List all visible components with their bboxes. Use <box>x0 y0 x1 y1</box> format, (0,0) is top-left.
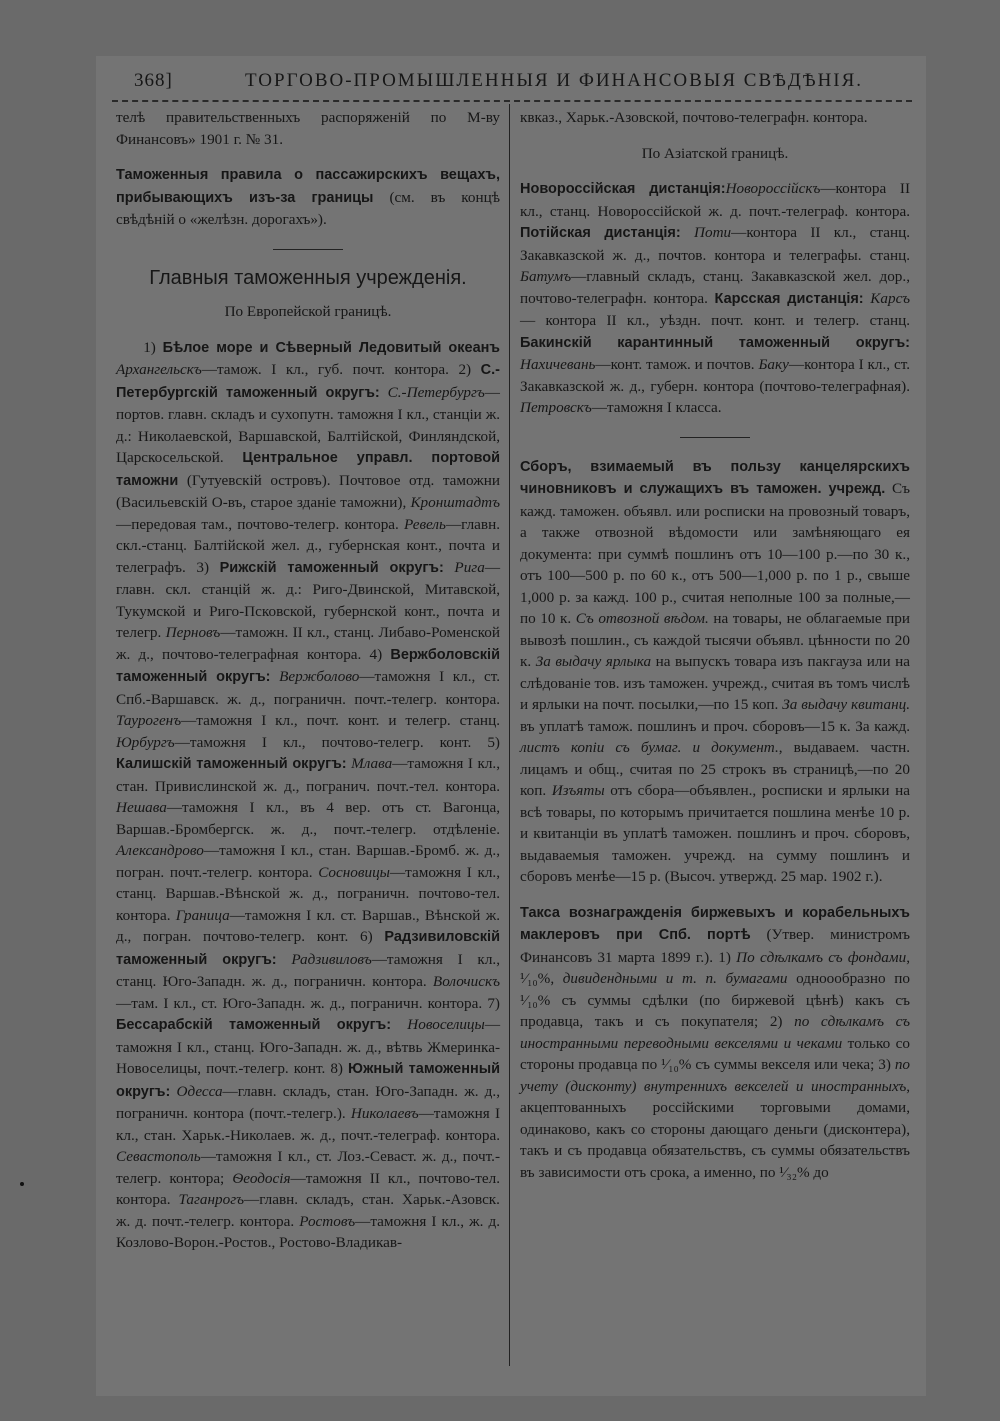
place-name: С.-Петербургъ <box>379 383 485 401</box>
district-title: Радзивиловскій таможенный округъ: <box>116 929 500 968</box>
district-title: Новороссійская дистанція: <box>520 181 726 197</box>
tax-emphasis: По сдѣлкамъ съ фондами <box>736 948 907 966</box>
fee-title: Сборъ, взимаемый въ пользу канцелярскихъ чиновниковъ и служащихъ въ таможен. учрежд. <box>520 458 910 497</box>
place-name: Кронштадтъ <box>410 494 500 511</box>
place-desc: —таможня I кл., стан. Варшав.-Бромб. ж. д., погран. почт.-телегр. контора. <box>116 842 500 881</box>
page-number: 368] <box>134 70 173 91</box>
place-name: Батумъ <box>520 268 572 285</box>
fee-emphasis: За выдачу ярлыка <box>535 653 652 670</box>
place-desc: —таможня I кл., въ 4 вер. отъ ст. Вагонца, Варшав.-Бромбергск. ж. д., почт.-телегр. отдѣленіе. <box>116 799 500 838</box>
place-name: Ростовъ <box>299 1212 356 1230</box>
place-desc: —таможня I кл., почт. конт. и телегр. станц. <box>181 712 500 729</box>
place-desc: —контора II кл., станц. Новороссійской ж. д. почт.-телеграф. контора. <box>520 180 910 220</box>
district-title: Потійская дистанція: <box>520 225 681 241</box>
place-name: Новороссійскъ <box>725 180 821 197</box>
continuation-text: телѣ правительственныхъ распоряженій по М-ву Финансовъ» 1901 г. № 31. <box>116 109 500 148</box>
place-name: Александрово <box>116 842 204 859</box>
section-rule <box>273 249 343 250</box>
passenger-rules-paragraph <box>116 164 500 231</box>
europe-subheading: По Европейской границѣ. <box>224 303 392 320</box>
district-title: Рижскій таможенный округъ: <box>219 559 444 576</box>
place-desc: —таможня I кл. ст. Варшав., Вѣнской ж. д., погран. почтово-телегр. конт. 6) <box>116 906 500 945</box>
place-desc: —конт. тамож. и почтов. <box>595 356 759 373</box>
place-desc: —таможня I кл., почтово-телегр. конт. 5) <box>174 733 500 751</box>
tax-paragraph <box>520 902 910 1184</box>
district-title: Бакинскій карантинный таможенный округъ: <box>520 334 910 351</box>
place-name: Одесса <box>170 1082 223 1100</box>
place-name: Севастополь <box>116 1148 201 1165</box>
fee-emphasis: За выдачу квитанц. <box>782 696 910 713</box>
running-header <box>134 70 914 96</box>
place-name: Новоселицы <box>391 1016 485 1033</box>
place-desc: —контора II кл., станц. Закавказской ж. д., почтов. контора и телеграфы. станц. <box>520 224 911 264</box>
place-name: Волочискъ <box>432 973 500 990</box>
district-title: Калишскій таможенный округъ: <box>116 756 347 772</box>
place-name: Сосновицы <box>318 863 390 881</box>
fee-text: на товары, не облагаемые при вывозѣ пошлин., съ каждой тысячи объявл. цѣнности по 20 к. <box>520 610 910 670</box>
place-name: Таурогенъ <box>116 712 182 729</box>
place-name: Ревель <box>403 515 446 533</box>
place-desc: — контора II кл., уѣздн. почт. конт. и телегр. станц. <box>520 312 910 329</box>
place-desc: —таможня I кл., станц. Юго-Западн. ж. д., пограничн. контора. <box>116 950 500 990</box>
place-desc: —там. I кл., ст. Юго-Западн. ж. д., пограничн. контора. 7) <box>116 994 500 1012</box>
place-name: Поти <box>680 224 732 241</box>
place-desc: —таможня I кл., станц. Юго-Западн. ж. д., вѣтвь Жмеринка-Новоселицы, почт.-телегр. конт. 8) <box>116 1016 500 1077</box>
place-desc: —таможня I кл., ж. д. Козлово-Ворон.-Ростов., Ростово-Владикав- <box>116 1212 501 1251</box>
district-title: Бѣлое море и Сѣверный Ледовитый океанъ <box>162 339 501 356</box>
tax-text: (Утвер. министромъ Финансовъ 31 марта 1899 г.). 1) <box>520 926 910 966</box>
place-name: Петровскъ <box>520 399 592 416</box>
place-desc: —таможня I класса. <box>591 399 722 416</box>
asia-subheading: По Азіатской границѣ. <box>641 144 789 162</box>
fee-emphasis: Изъяты <box>551 782 605 799</box>
fee-text: , выдаваем. частн. лицамъ и общ., считая по 25 строкъ въ страницѣ,—по 20 коп. <box>520 739 911 799</box>
place-name: Перновъ <box>165 624 221 641</box>
place-desc: —главн. складъ, стан. Юго-Западн. ж. д., пограничн. контора (почт.-телегр.). <box>116 1082 500 1122</box>
right-column <box>520 107 910 1183</box>
district-number: 1) <box>143 338 163 356</box>
main-heading: Главныя таможенныя учрежденія. <box>149 266 467 289</box>
place-desc: —таможня I кл., ст. Лоз.-Севаст. ж. д., почт.-телегр. контора; <box>116 1148 500 1187</box>
tax-emphasis: по сдѣлкамъ съ иностранными переводными векселями и чеками <box>520 1013 911 1052</box>
section-rule <box>680 437 750 438</box>
place-name: Рига <box>443 558 485 576</box>
place-desc: —главный складъ, станц. Закавказской жел. дор., почтово-телеграфн. контора. <box>520 268 910 307</box>
place-name: Нахичевань <box>520 356 596 373</box>
fee-text: Съ кажд. таможен. объявл. или росписки на провозный товаръ, а также отвозной вѣдомости или замѣняющаго ея документа: при суммѣ пошлинъ отъ 10—100 р.—по 30 к., отъ 100—500 р. по 60 к., отъ 500—1,000 р. по 1 р., свыше 1,000 р. за кажд. 100 р., считая неполные 100 за полные,—по 10 к. <box>520 480 911 627</box>
district-title: Южный таможенный округъ: <box>116 1061 501 1100</box>
place-desc: —главн. скл. станцій ж. д.: Риго-Двинской, Митавской, Тукумской и Риго-Псковской, губернской конт., почта и телегр. <box>116 558 501 641</box>
fee-emphasis: Съ отвозной вѣдом. <box>575 610 709 627</box>
district-title: С.-Петербургскій таможенный округъ: <box>116 362 500 401</box>
place-desc: (Гутуевскій островъ). Почтовое отд. таможни (Васильевскій О-въ, старое зданіе таможни), <box>116 471 500 511</box>
continuation-text: квказ., Харьк.-Азовской, почтово-телеграфн. контора. <box>520 109 868 126</box>
district-title: Бессарабскій таможенный округъ: <box>116 1017 392 1033</box>
tax-text: , акцептованныхъ россійскими торговыми домами, одинаково, какъ со стороны дающаго деньги (дисконтера), такъ и съ продавца обязательствъ, съ суммы обязательствъ въ зависимости отъ срока, а именно, по ¹⁄₃₂% до <box>520 1077 910 1181</box>
fee-text: на выпускъ товара изъ пакгауза или на слѣдованіе тов. изъ таможен. учрежд., считая въ томъ числѣ и ярлыки на почт. посылки,—по 15 коп. <box>520 653 910 713</box>
ink-speck <box>20 1182 24 1186</box>
place-desc: —главн. складъ, стан. Харьк.-Азовск. ж. д. почт.-телегр. контора. <box>116 1191 500 1230</box>
left-column <box>116 107 500 1254</box>
place-name: Баку <box>758 356 789 373</box>
place-desc: —главн. скл.-станц. Балтійской жел. д., губернская конт., почта и телеграфъ. 3) <box>116 515 500 576</box>
place-name: Юрбургъ <box>116 733 175 751</box>
district-title: Центральное управл. портовой таможни <box>116 450 500 489</box>
place-desc: —тамож. I кл., губ. почт. контора. 2) <box>201 361 481 378</box>
fee-paragraph <box>520 456 910 888</box>
fee-emphasis: листъ копіи съ бумаг. и документ. <box>520 739 779 756</box>
tax-text: , ¹⁄₁₀%, <box>520 948 910 987</box>
passenger-rules-note: (см. въ концѣ свѣдѣній о «желѣзн. дорогахъ»). <box>116 188 500 228</box>
district-title: Вержболовскій таможенный округъ: <box>116 646 500 685</box>
place-name: Вержболово <box>270 668 360 685</box>
place-desc: —таможн. II кл., станц. Либаво-Роменской ж. д., почтово-телеграфная контора. 4) <box>116 624 500 663</box>
place-name: Николаевъ <box>350 1105 419 1122</box>
place-desc: —таможня I кл., станц. Варшав.-Вѣнской ж. д., пограничн. почтово-тел. контора. <box>116 863 500 924</box>
running-title: ТОРГОВО-ПРОМЫШЛЕННЫЯ И ФИНАНСОВЫЯ СВѢДѢНІЯ. <box>244 70 864 91</box>
asia-customs-paragraph <box>520 178 910 419</box>
place-desc: —передовая там., почтово-телегр. контора. <box>116 515 404 533</box>
place-name: Карсъ <box>863 289 910 307</box>
place-name: Архангельскъ <box>116 361 202 378</box>
passenger-rules-title: Таможенныя правила о пассажирскихъ вещахъ, прибывающихъ изъ-за границы <box>116 167 500 206</box>
fee-text: въ уплатѣ тамож. пошлинъ и проч. сборовъ—15 к. За кажд. <box>520 717 910 735</box>
header-rule <box>112 100 912 102</box>
place-desc: —контора I кл., ст. Закавказской ж. д., губерн. контора (почтово-телеграфная). <box>520 356 910 395</box>
tax-text: только со стороны продавца по ¹⁄₁₀% съ суммы векселя или чека; 3) <box>520 1034 911 1073</box>
place-desc: —таможня II кл., почтово-тел. контора. <box>116 1169 500 1208</box>
tax-emphasis: дивидендными и т. п. бумагами <box>562 970 788 987</box>
place-name: Граница <box>175 906 230 924</box>
district-title: Карсская дистанція: <box>714 290 864 307</box>
place-name: Ѳеодосія <box>232 1169 291 1187</box>
tax-text: одноообразно по ¹⁄₁₀% съ суммы сдѣлки (по биржевой цѣнѣ) какъ съ продавца, такъ и съ покупателя; 2) <box>520 970 910 1030</box>
place-desc: —таможня I кл., стан. Привислинской ж. д., погранич. почт.-тел. контора. <box>116 755 500 795</box>
customs-list-paragraph <box>116 337 500 1254</box>
tax-title: Такса вознагражденія биржевыхъ и корабельныхъ маклеровъ при Спб. портѣ <box>520 904 910 943</box>
place-name: Радзивиловъ <box>276 950 372 968</box>
place-name: Нешава <box>116 799 167 816</box>
fee-text: отъ сбора—объявлен., росписки и ярлыки на всѣ товары, по которымъ причитается пошлина менѣе 10 р. и квитанціи въ уплатѣ таможен. пошлинъ и проч. сборовъ, выдаваемыя таможен. учрежд. на сумму пошлинъ и сборовъ менѣе—15 р. (Высоч. утвержд. 25 мар. 1902 г.). <box>520 782 910 885</box>
place-name: Млава <box>346 755 393 772</box>
place-desc: —таможня I кл., стан. Харьк.-Николаев. ж. д., почт.-телеграф. контора. <box>116 1105 501 1144</box>
column-divider <box>509 104 510 1366</box>
tax-emphasis: по учету (дисконту) внутреннихъ векселей и иностранныхъ <box>520 1056 910 1095</box>
place-desc: —таможня I кл., ст. Спб.-Варшавск. ж. д., пограничн. почт.-телегр. контора. <box>116 668 501 708</box>
place-desc: —портов. главн. складъ и сухопутн. таможня I кл., станціи ж. д.: Николаевской, Варшавской, Балтійской, Финляндской, Царскосельской. <box>116 383 500 466</box>
place-name: Таганрогъ <box>178 1191 245 1208</box>
